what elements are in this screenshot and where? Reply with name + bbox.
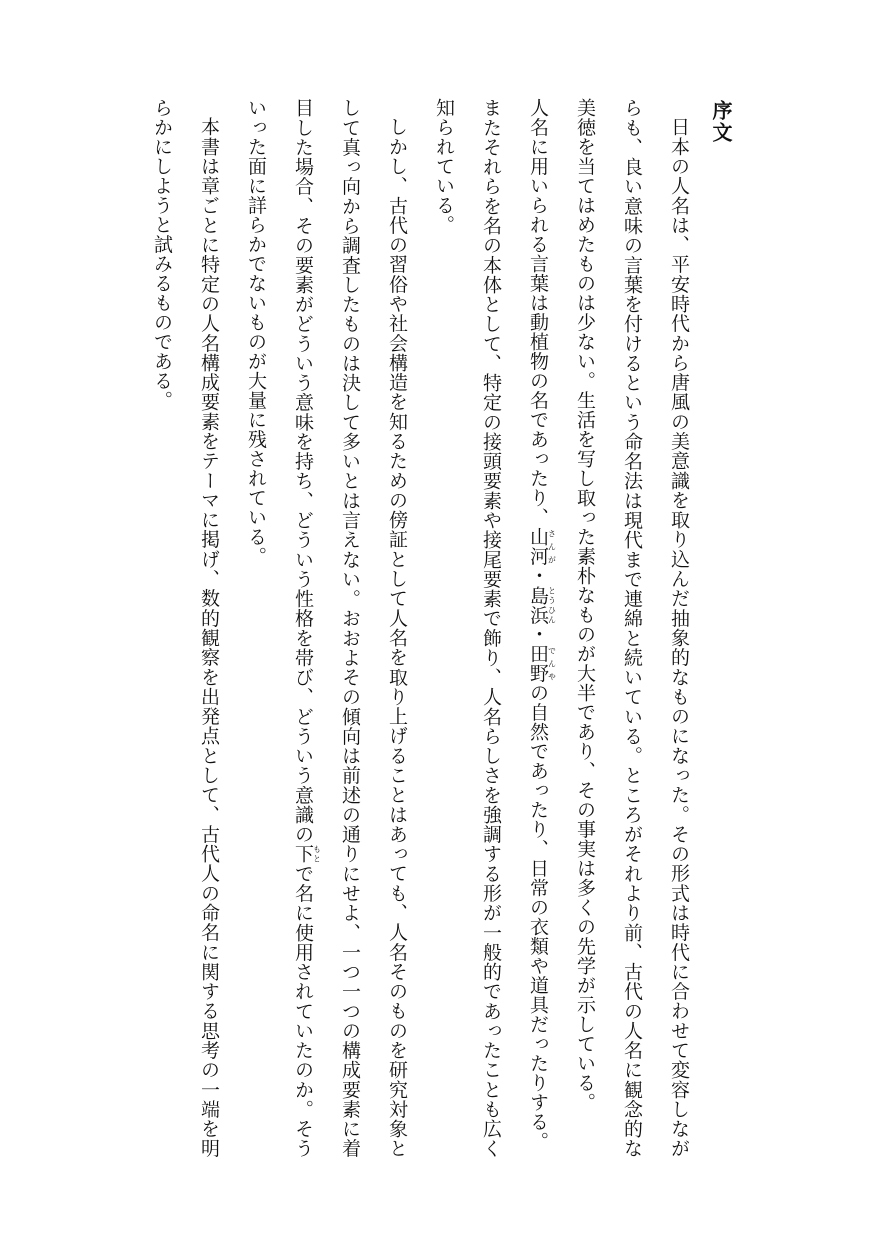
ruby-sanga-reading: さんが (547, 527, 557, 566)
ruby-moto-reading: もと (312, 844, 322, 864)
ruby-denya (527, 644, 557, 683)
ruby-touhin (527, 585, 557, 625)
paragraph-3: またそれらを名の本体として、特定の接頭要素や接尾要素で飾り、人名らしさを強調する形が一般的であったことも広く知られている。 (433, 98, 502, 1158)
separator-2: ・ (527, 624, 549, 644)
ruby-touhin-base: 島浜 (527, 585, 549, 625)
ruby-sanga-base: 山河 (527, 527, 549, 566)
paragraph-4-part-1: しかし、古代の習俗や社会構造を知るための傍証として人名を取り上げることはあっても、人名そのものを研究対象として真っ向から調査したものは決して多いとは言えない。おおよその傾向は前述の通りにせよ、一つ一つの構成要素に着目した場合、その要素がどういう意味を持ち、どういう性格を帯び、どういう意識の (292, 98, 408, 1158)
ruby-sanga (527, 527, 557, 566)
paragraph-5: 本書は章ごとに特定の人名構成要素をテーマに掲げ、数的観察を出発点として、古代人の命名に関する思考の一端を明らかにしようと試みるものである。 (151, 98, 220, 1158)
paragraph-2-part-1: 人名に用いられる言葉は動植物の名であったり、 (527, 98, 549, 527)
section-heading: 序文 (709, 100, 733, 144)
paragraph-2 (514, 98, 561, 1158)
paragraph-1: 日本の人名は、平安時代から唐風の美意識を取り込んだ抽象的なものになった。その形式は時代に合わせて変容しながらも、良い意味の言葉を付けるという命名法は現代まで連綿と続いている。ところがそれより前、古代の人名に観念的な美徳を当てはめたものは少ない。生活を写し取った素朴なものが大半であり、その事実は多くの先学が示している。 (574, 98, 690, 1158)
ruby-touhin-reading: とうひん (547, 585, 557, 625)
paragraph-2-part-2: の自然であったり、日常の衣類や道具だったりする。 (527, 683, 549, 1151)
ruby-denya-base: 田野 (527, 644, 549, 683)
ruby-denya-reading: でんや (547, 644, 557, 683)
paragraph-4-part-2: で名に使用されていたのか。そういった面に詳らかでないものが大量に残されている。 (245, 98, 314, 1158)
paragraph-4 (232, 98, 420, 1158)
separator-1: ・ (527, 566, 549, 586)
ruby-moto-base: 下 (292, 844, 314, 864)
ruby-moto (292, 844, 322, 864)
vertical-text-body (148, 98, 740, 1158)
